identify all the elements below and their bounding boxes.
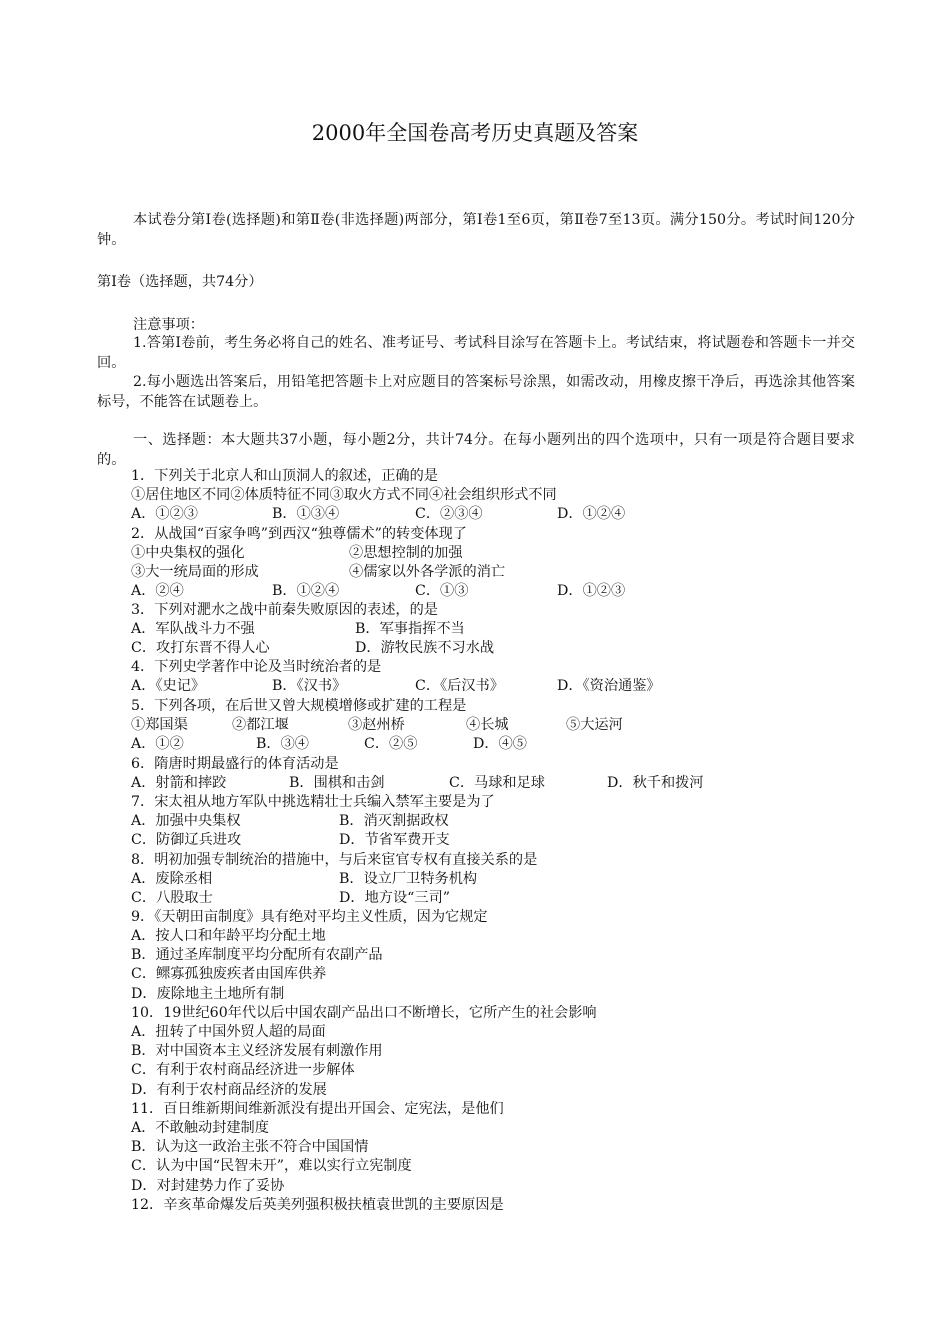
- q2-item-2: ②思想控制的加强: [349, 545, 463, 561]
- q11-option-c: C．认为中国“民智未开”，难以实行立宪制度: [131, 1158, 412, 1174]
- q5-item-4: ④长城: [466, 717, 509, 733]
- q5-stem: 5．下列各项，在后世又曾大规模增修或扩建的工程是: [131, 698, 467, 714]
- q11-option-a: A．不敢触动封建制度: [131, 1120, 269, 1136]
- q10-option-b: B．对中国资本主义经济发展有刺激作用: [131, 1043, 383, 1059]
- q5-option-b: B．③④: [256, 736, 309, 752]
- q2-option-b: B．①②④: [272, 583, 340, 599]
- part1-heading: 第Ⅰ卷（选择题，共74分）: [97, 274, 263, 290]
- q2-option-c: C．①③: [415, 583, 469, 599]
- q2-item-1: ①中央集权的强化: [131, 545, 245, 561]
- q3-stem: 3．下列对淝水之战中前秦失败原因的表述，的是: [131, 602, 438, 618]
- q5-option-c: C．②⑤: [364, 736, 418, 752]
- q1-items: ①居住地区不同②体质特征不同③取火方式不同④社会组织形式不同: [131, 487, 557, 503]
- q9-option-c: C．鳏寡孤独废疾者由国库供养: [131, 966, 327, 982]
- q2-item-4: ④儒家以外各学派的消亡: [349, 564, 506, 580]
- q11-option-b: B．认为这一政治主张不符合中国国情: [131, 1139, 369, 1155]
- q2-option-d: D．①②③: [557, 583, 626, 599]
- q11-stem: 11．百日维新期间维新派没有提出开国会、定宪法，是他们: [131, 1101, 504, 1117]
- notes-item-1: 1.答第Ⅰ卷前，考生务必将自己的姓名、准考证号、考试科目涂写在答题卡上。考试结束，将试题卷和答题卡一并交回。: [97, 335, 855, 371]
- q4-option-b: B．《汉书》: [272, 678, 347, 694]
- q7-option-b: B．消灭割据政权: [339, 813, 449, 829]
- q7-stem: 7．宋太祖从地方军队中挑选精壮士兵编入禁军主要是为了: [131, 794, 495, 810]
- notes-item-2: 2.每小题选出答案后，用铅笔把答题卡上对应题目的答案标号涂黑，如需改动，用橡皮擦干净后，再选涂其他答案标号，不能答在试题卷上。: [97, 374, 855, 410]
- q10-option-d: D．有利于农村商品经济的发展: [131, 1082, 327, 1098]
- q5-item-1: ①郑国渠: [131, 717, 188, 733]
- q2-option-a: A．②④: [131, 583, 184, 599]
- q1-option-a: A．①②③: [131, 506, 198, 522]
- q6-stem: 6．隋唐时期最盛行的体育活动是: [131, 756, 339, 772]
- q4-option-d: D．《资治通鉴》: [557, 678, 661, 694]
- q10-stem: 10．19世纪60年代以后中国农副产品出口不断增长，它所产生的社会影响: [131, 1005, 597, 1021]
- q5-item-3: ③赵州桥: [348, 717, 405, 733]
- q10-option-a: A．扭转了中国外贸人超的局面: [131, 1024, 326, 1040]
- q1-stem: 1．下列关于北京人和山顶洞人的叙述，正确的是: [131, 468, 438, 484]
- section1-instructions: 一、选择题：本大题共37小题，每小题2分，共计74分。在每小题列出的四个选项中，只有一项是符合题目要求的。: [97, 432, 855, 468]
- q12-stem: 12．辛亥革命爆发后英美列强积极扶植袁世凯的主要原因是: [131, 1197, 504, 1213]
- q5-item-5: ⑤大运河: [566, 717, 623, 733]
- q1-option-c: C．②③④: [415, 506, 483, 522]
- q5-option-a: A．①②: [131, 736, 184, 752]
- q7-option-d: D．节省军费开支: [339, 832, 450, 848]
- page-title: 2000年全国卷高考历史真题及答案: [311, 121, 639, 145]
- q4-option-a: A．《史记》: [131, 678, 206, 694]
- q3-option-d: D．游牧民族不习水战: [355, 640, 495, 656]
- q9-option-a: A．按人口和年龄平均分配土地: [131, 928, 326, 944]
- q6-option-d: D．秋千和拨河: [607, 775, 704, 791]
- q3-option-b: B．军事指挥不当: [355, 621, 465, 637]
- notes-heading: 注意事项：: [133, 317, 204, 333]
- q7-option-a: A．加强中央集权: [131, 813, 241, 829]
- q8-stem: 8．明初加强专制统治的措施中，与后来宦官专权有直接关系的是: [131, 852, 538, 868]
- q3-option-c: C．攻打东晋不得人心: [131, 640, 270, 656]
- q2-stem: 2．从战国“百家争鸣”到西汉“独尊儒术”的转变体现了: [131, 526, 467, 542]
- q9-option-b: B．通过圣库制度平均分配所有农副产品: [131, 947, 383, 963]
- q4-stem: 4．下列史学著作中论及当时统治者的是: [131, 659, 382, 675]
- q8-option-c: C．八股取士: [131, 890, 213, 906]
- q9-option-d: D．废除地主土地所有制: [131, 986, 285, 1002]
- q8-option-a: A．废除丞相: [131, 871, 213, 887]
- q6-option-a: A．射箭和摔跤: [131, 775, 227, 791]
- q5-option-d: D．④⑤: [473, 736, 527, 752]
- q5-item-2: ②都江堰: [232, 717, 289, 733]
- q1-option-b: B．①③④: [272, 506, 340, 522]
- q3-option-a: A．军队战斗力不强: [131, 621, 255, 637]
- q4-option-c: C．《后汉书》: [415, 678, 504, 694]
- q8-option-d: D．地方设“三司”: [339, 890, 451, 906]
- q11-option-d: D．对封建势力作了妥协: [131, 1178, 285, 1194]
- q9-stem: 9．《天朝田亩制度》具有绝对平均主义性质，因为它规定: [131, 909, 488, 925]
- q6-option-c: C．马球和足球: [449, 775, 545, 791]
- q10-option-c: C．有利于农村商品经济进一步解体: [131, 1062, 355, 1078]
- q2-item-3: ③大一统局面的形成: [131, 564, 259, 580]
- intro-paragraph: 本试卷分第Ⅰ卷(选择题)和第Ⅱ卷(非选择题)两部分，第Ⅰ卷1至6页，第Ⅱ卷7至13页。满分150分。考试时间120分钟。: [97, 212, 855, 248]
- q8-option-b: B．设立厂卫特务机构: [339, 871, 478, 887]
- q6-option-b: B．围棋和击剑: [289, 775, 385, 791]
- q7-option-c: C．防御辽兵进攻: [131, 832, 242, 848]
- q1-option-d: D．①②④: [557, 506, 626, 522]
